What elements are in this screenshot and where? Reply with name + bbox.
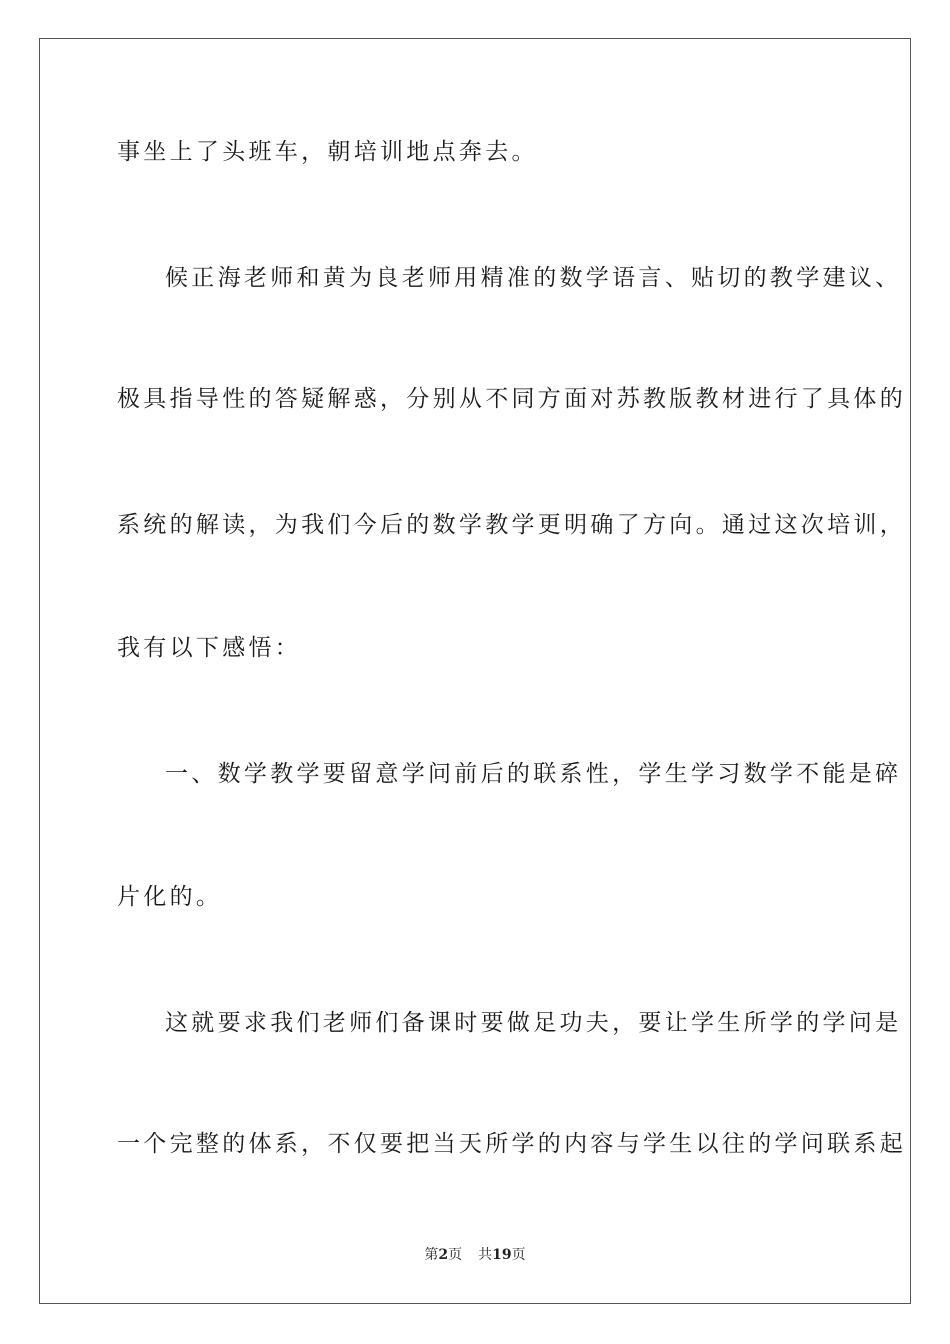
text-line: 极具指导性的答疑解惑，分别从不同方面对苏教版教材进行了具体的 [117, 386, 906, 412]
text-line: 我有以下感悟： [117, 635, 302, 661]
paragraph-first-line: 一、数学教学要留意学问前后的联系性，学生学习数学不能是碎 [165, 761, 902, 787]
page-footer [0, 1244, 950, 1264]
page-number: 2 [438, 1247, 449, 1263]
page-label-suffix: 页 [448, 1247, 463, 1263]
total-pages: 19 [492, 1247, 512, 1263]
page-label-prefix: 第 [424, 1247, 439, 1263]
page-border [39, 38, 911, 1304]
total-label-suffix: 页 [511, 1247, 526, 1263]
paragraph-first-line: 这就要求我们老师们备课时要做足功夫，要让学生所学的学问是 [165, 1010, 902, 1036]
paragraph-first-line: 候正海老师和黄为良老师用精准的数学语言、贴切的教学建议、 [165, 265, 902, 291]
text-line: 片化的。 [117, 884, 223, 910]
text-line: 系统的解读，为我们今后的数学教学更明确了方向。通过这次培训， [117, 512, 906, 538]
text-line: 事坐上了头班车，朝培训地点奔去。 [117, 139, 538, 165]
total-label-prefix: 共 [478, 1247, 493, 1263]
text-line: 一个完整的体系，不仅要把当天所学的内容与学生以往的学问联系起 [117, 1131, 906, 1157]
